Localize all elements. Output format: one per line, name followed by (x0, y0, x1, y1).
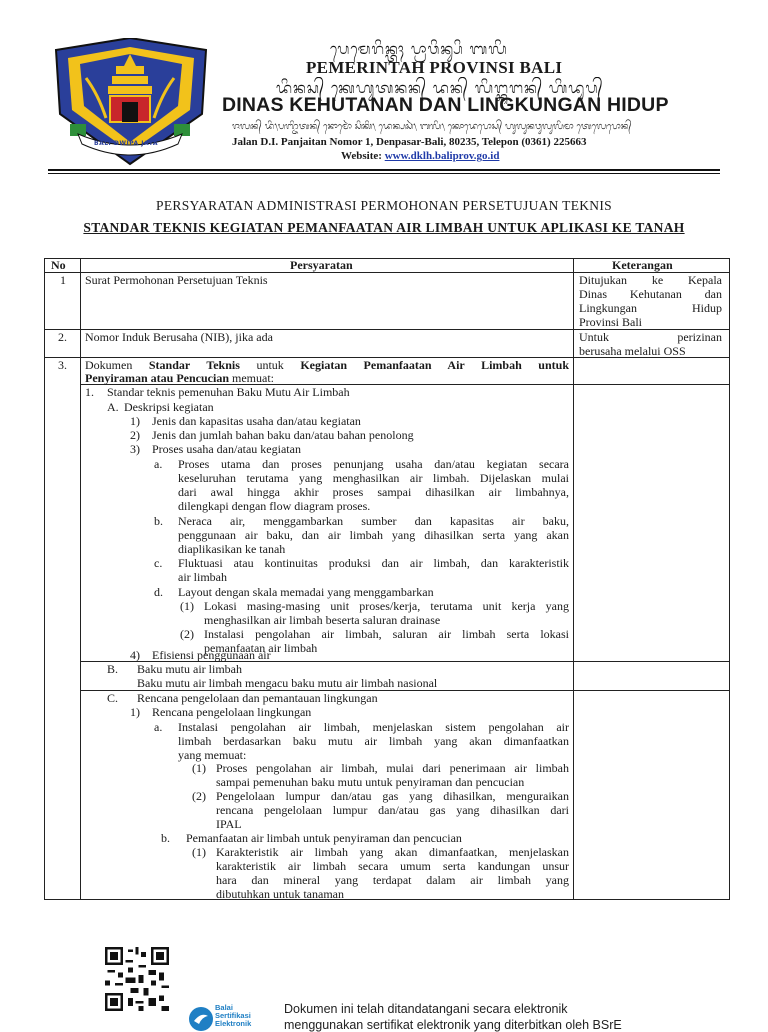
item-A1-text: Jenis dan kapasitas usaha dan/atau kegiatan (152, 414, 361, 428)
row2-requirement: Nomor Induk Berusaha (NIB), jika ada (85, 330, 273, 344)
item-C1b-marker: b. (161, 831, 170, 845)
item-C-text: Rencana pengelolaan dan pemantauan lingkungan (137, 691, 378, 705)
item-C1b1-text: Karakteristik air limbah yang akan dimanfaatkan, menjelaskan karakteristik air limbah secara umum serta kandungan unsur hara dan mineral yang terdapat dalam air limbah yang dibutuhkan untuk tanaman (216, 845, 569, 901)
item-A-text: Deskripsi kegiatan (124, 400, 214, 414)
item-A3c-text: Fluktuasi atau kontinuitas produksi dan air limbah, dan karakteristik air limbah (178, 556, 569, 584)
row2-note: Untuk perizinan berusaha melalui OSS (579, 330, 722, 358)
item-C1a2-text: Pengelolaan lumpur dan/atau gas yang dihasilkan, menguraikan rencana pengelolaan lumpur dan/atau gas yang dihasilkan dari IPAL (216, 789, 569, 831)
balinese-script-address: ᬚᬮᬦ᭄ ᬤᬶ᭞ᬧᬜ᭄ᬚᬶᬢᬦ᭄ ᬦᭀᬫᭀᬃ ᬲᬶᬓᬶ᭞ ᬤᬾᬦ᭄ᬧᬲᬃ᭞ ᬩᬮᬶ᭞ ᬓᭀᬤᬾᬧᭀᬲ᭄ ᬳᬸᬮᬸᬦᬯᬸᬮᬸᬮᬶᬫᬵ ᬢᬾᬮᬾᬧᭀᬦ᭄ (232, 122, 632, 132)
row3-intro-line2: Penyiraman atau Pencucian memuat: (85, 371, 274, 385)
item-A4-text: Efisiensi penggunaan air (152, 648, 271, 662)
province-name: PEMERINTAH PROVINSI BALI (306, 58, 563, 77)
document-title: PERSYARATAN ADMINISTRASI PERMOHONAN PERSETUJUAN TEKNIS (156, 198, 612, 213)
item-A3d2-text: Instalasi pengolahan air limbah, saluran air limbah serta lokasi pemanfaatan air limbah (204, 627, 569, 655)
bsre-name: Balai Sertifikasi Elektronik (215, 1003, 252, 1028)
header-no: No (51, 258, 66, 272)
item-A3a-text: Proses utama dan proses penunjang usaha dan/atau kegiatan secara keseluruhan terutama yang menghasilkan air limbah. Dijelaskan mulai dari awal hingga akhir proses sampai dihasilkan air limbahnya, dilengkapi dengan flow diagram proses. (178, 457, 569, 513)
emblem-motto: BALI DWIPA JAYA (94, 140, 158, 147)
agency-website-line (341, 150, 499, 162)
item-B-text: Baku mutu air limbah (137, 662, 242, 676)
item-A3b-text: Neraca air, menggambarkan sumber dan kapasitas air baku, penggunaan air baku, dan air limbah yang dihasilkan serta yang akan diaplikasikan ke tanah (178, 514, 569, 556)
letterhead-rule-thick (48, 169, 720, 171)
item-C1-marker: 1) (130, 705, 140, 719)
item-A3d-text: Layout dengan skala memadai yang menggambarkan (178, 585, 434, 599)
item-C1a2-marker: (2) (192, 789, 206, 803)
item-A3c-marker: c. (154, 556, 163, 570)
agency-address: Jalan D.I. Panjaitan Nomor 1, Denpasar-Bali, 80235, Telepon (0361) 225663 (232, 136, 587, 148)
item-A-marker: A. (107, 400, 119, 414)
item-A2-marker: 2) (130, 428, 140, 442)
row3-no: 3. (58, 358, 67, 372)
e-signature-notice-line1: Dokumen ini telah ditandatangani secara elektronik (284, 1002, 568, 1016)
row1-no: 1 (60, 273, 66, 287)
e-signature-notice-line2: menggunakan sertifikat elektronik yang diterbitkan oleh BSrE (284, 1018, 622, 1032)
letterhead-rule-thin (48, 173, 720, 174)
item-A1-marker: 1) (130, 414, 140, 428)
item-A4-marker: 4) (130, 648, 140, 662)
header-note: Keterangan (612, 258, 673, 272)
row3-intro-line1: Dokumen Standar Teknis untuk Kegiatan Pemanfaatan Air Limbah untuk (85, 358, 569, 372)
website-link[interactable]: www.dklh.baliprov.go.id (384, 150, 500, 162)
item-C1a1-marker: (1) (192, 761, 206, 775)
item-1-text: Standar teknis pemenuhan Baku Mutu Air Limbah (107, 385, 350, 399)
item-A3b-marker: b. (154, 514, 163, 528)
row1-requirement: Surat Permohonan Persetujuan Teknis (85, 273, 268, 287)
website-label: Website: (341, 150, 382, 162)
balinese-script-agency: ᬤᬶᬦᬲ᭄ ᬓᬾᬳᬸᬢᬦᬦ᭄ ᬤᬦ᭄ ᬮᬶᬗ᭄ᬓᬸᬗᬦ᭄ ᬳᬶᬤᬸᬧ᭄ (276, 79, 604, 97)
item-1-marker: 1. (85, 385, 94, 399)
bsre-logo-icon (188, 1006, 214, 1032)
item-A3-marker: 3) (130, 442, 140, 456)
item-A3d1-text: Lokasi masing-masing unit proses/kerja, terutama unit kerja yang menghasilkan air limbah beserta saluran drainase (204, 599, 569, 627)
item-C1a1-text: Proses pengolahan air limbah, mulai dari penerimaan air limbah sampai pemenuhan baku mutu untuk penyiraman dan pencucian (216, 761, 569, 789)
header-requirement: Persyaratan (290, 258, 353, 272)
item-C1a-text: Instalasi pengolahan air limbah, menjelaskan sistem pengolahan air limbah berdasarkan baku mutu air limbah yang akan dimanfaatkan yang memuat: (178, 720, 569, 762)
balinese-script-province: ᬧᬾᬫᬾᬭᬶᬦ᭄ᬢᬄ ᬧ᭄ᬭᬵᬯᬶᬦ᭄ᬲᬶ ᬩᬮᬶ (330, 40, 508, 58)
item-A2-text: Jenis dan jumlah bahan baku dan/atau bahan penolong (152, 428, 414, 442)
qr-code[interactable] (105, 947, 169, 1011)
item-B-description: Baku mutu air limbah mengacu baku mutu air limbah nasional (137, 676, 438, 690)
item-A3d-marker: d. (154, 585, 163, 599)
document-subtitle: STANDAR TEKNIS KEGIATAN PEMANFAATAN AIR LIMBAH UNTUK APLIKASI KE TANAH (83, 220, 685, 235)
item-C1b1-marker: (1) (192, 845, 206, 859)
row1-note: Ditujukan ke Kepala Dinas Kehutanan dan Lingkungan Hidup Provinsi Bali (579, 273, 722, 329)
item-C1-text: Rencana pengelolaan lingkungan (152, 705, 312, 719)
item-C1a-marker: a. (154, 720, 163, 734)
item-A3d1-marker: (1) (180, 599, 194, 613)
item-A3d2-marker: (2) (180, 627, 194, 641)
item-A3a-marker: a. (154, 457, 163, 471)
item-A3-text: Proses usaha dan/atau kegiatan (152, 442, 301, 456)
requirements-table (44, 258, 730, 900)
item-C-marker: C. (107, 691, 119, 705)
item-C1b-text: Pemanfaatan air limbah untuk penyiraman dan pencucian (186, 831, 462, 845)
agency-name: DINAS KEHUTANAN DAN LINGKUNGAN HIDUP (222, 94, 669, 116)
item-B-marker: B. (107, 662, 119, 676)
row2-no: 2. (58, 330, 67, 344)
